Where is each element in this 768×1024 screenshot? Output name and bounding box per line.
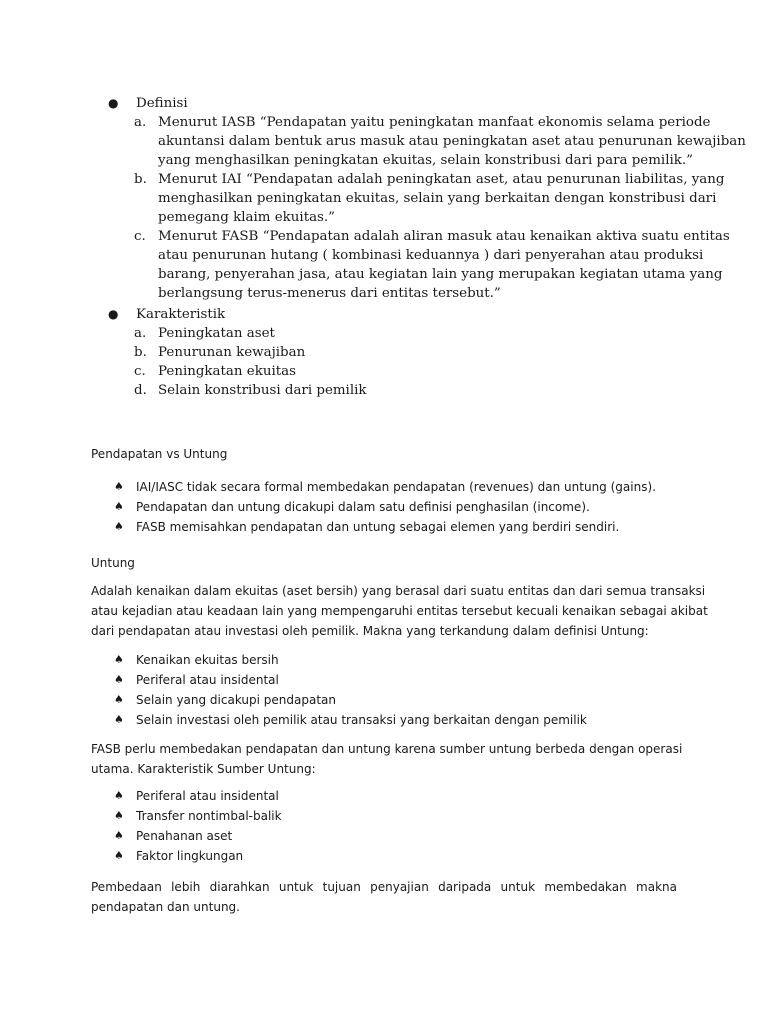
definisi-c-line: barang, penyerahan jasa, atau kegiatan lain yang merupakan kegiatan utama yang	[158, 267, 723, 282]
list-item-text: Penurunan kewajiban	[158, 345, 306, 360]
list-marker: a.	[134, 326, 147, 341]
list-item-text: Selain investasi oleh pemilik atau transaksi yang berkaitan dengan pemilik	[136, 713, 587, 727]
definisi-a-line: yang menghasilkan peningkatan ekuitas, selain konstribusi dari para pemilik.”	[158, 153, 693, 168]
list-item	[114, 690, 694, 710]
untung-paragraph-3	[91, 877, 677, 917]
karakteristik-title: Karakteristik	[136, 307, 226, 322]
definisi-b-line: menghasilkan peningkatan ekuitas, selain yang berkaitan dengan konstribusi dari	[158, 191, 717, 206]
spade-icon: ♠	[114, 520, 124, 533]
list-item	[114, 650, 694, 670]
list-marker: d.	[134, 383, 147, 398]
list-marker: a.	[134, 115, 147, 130]
paragraph-line: Adalah kenaikan dalam ekuitas (aset bersih) yang berasal dari suatu entitas dan dari semua transaksi	[91, 584, 706, 598]
list-item	[114, 786, 694, 806]
pvu-list	[114, 477, 694, 537]
spade-icon: ♠	[114, 673, 124, 686]
untung-paragraph-2	[91, 739, 683, 779]
list-item-text: Transfer nontimbal-balik	[136, 809, 282, 823]
paragraph-line: atau kejadian atau keadaan lain yang mempengaruhi entitas tersebut kecuali kenaikan sebagai akibat	[91, 604, 708, 618]
paragraph-line: pendapatan dan untung.	[91, 900, 240, 914]
definisi-title: Definisi	[136, 96, 188, 111]
list-item	[114, 497, 694, 517]
untung-paragraph-1	[91, 581, 708, 641]
untung-heading: Untung	[91, 556, 135, 570]
list-item-text: Pendapatan dan untung dicakupi dalam satu definisi penghasilan (income).	[136, 500, 590, 514]
untung-list-1	[114, 650, 694, 730]
spade-icon: ♠	[114, 849, 124, 862]
list-item	[134, 381, 694, 400]
definisi-b-line: Menurut IAI “Pendapatan adalah peningkatan aset, atau penurunan liabilitas, yang	[158, 172, 725, 187]
definisi-c-line: Menurut FASB “Pendapatan adalah aliran masuk atau kenaikan aktiva suatu entitas	[158, 229, 730, 244]
definisi-item-b	[134, 170, 725, 227]
list-item-text: Faktor lingkungan	[136, 849, 244, 863]
list-marker: b.	[134, 345, 147, 360]
paragraph-line: dari pendapatan atau investasi oleh pemilik. Makna yang terkandung dalam definisi Untung:	[91, 624, 649, 638]
list-item-text: IAI/IASC tidak secara formal membedakan pendapatan (revenues) dan untung (gains).	[136, 480, 656, 494]
list-item-text: Selain konstribusi dari pemilik	[158, 383, 367, 398]
definisi-a-line: akuntansi dalam bentuk arus masuk atau peningkatan aset atau penurunan kewajiban	[158, 134, 746, 149]
spade-icon: ♠	[114, 713, 124, 726]
list-item-text: Periferal atau insidental	[136, 789, 279, 803]
list-item-text: Periferal atau insidental	[136, 673, 279, 687]
definisi-item-c	[134, 227, 730, 303]
list-marker: c.	[134, 229, 146, 244]
list-item-text: Selain yang dicakupi pendapatan	[136, 693, 336, 707]
definisi-a-line: Menurut IASB “Pendapatan yaitu peningkatan manfaat ekonomis selama periode	[158, 115, 711, 130]
list-item-text: Peningkatan aset	[158, 326, 275, 341]
paragraph-line: FASB perlu membedakan pendapatan dan untung karena sumber untung berbeda dengan operasi	[91, 742, 683, 756]
list-item	[134, 324, 694, 343]
spade-icon: ♠	[114, 500, 124, 513]
list-item	[134, 343, 694, 362]
list-item	[114, 806, 694, 826]
paragraph-line: utama. Karakteristik Sumber Untung:	[91, 762, 316, 776]
bullet-dot-icon: ●	[108, 96, 119, 110]
pvu-heading: Pendapatan vs Untung	[91, 447, 228, 461]
spade-icon: ♠	[114, 653, 124, 666]
definisi-c-line: berlangsung terus-menerus dari entitas tersebut.”	[158, 286, 501, 301]
spade-icon: ♠	[114, 829, 124, 842]
list-item	[114, 846, 694, 866]
bullet-dot-icon: ●	[108, 307, 119, 321]
list-item-text: Peningkatan ekuitas	[158, 364, 296, 379]
definisi-b-line: pemegang klaim ekuitas.”	[158, 210, 336, 225]
list-item	[114, 517, 694, 537]
definisi-item-a	[134, 113, 746, 170]
list-marker: b.	[134, 172, 147, 187]
paragraph-line: Pembedaan lebih diarahkan untuk tujuan penyajian daripada untuk membedakan makna	[91, 880, 677, 894]
definisi-list	[134, 113, 746, 303]
list-item-text: Kenaikan ekuitas bersih	[136, 653, 279, 667]
spade-icon: ♠	[114, 809, 124, 822]
spade-icon: ♠	[114, 789, 124, 802]
spade-icon: ♠	[114, 693, 124, 706]
list-item	[114, 710, 694, 730]
list-item-text: FASB memisahkan pendapatan dan untung sebagai elemen yang berdiri sendiri.	[136, 520, 620, 534]
definisi-c-line: atau penurunan hutang ( kombinasi keduannya ) dari penyerahan atau produksi	[158, 248, 704, 263]
spade-icon: ♠	[114, 480, 124, 493]
list-item	[114, 477, 694, 497]
list-marker: c.	[134, 364, 146, 379]
list-item	[134, 362, 694, 381]
untung-list-2	[114, 786, 694, 866]
list-item-text: Penahanan aset	[136, 829, 233, 843]
list-item	[114, 826, 694, 846]
list-item	[114, 670, 694, 690]
karakteristik-list	[134, 324, 694, 400]
